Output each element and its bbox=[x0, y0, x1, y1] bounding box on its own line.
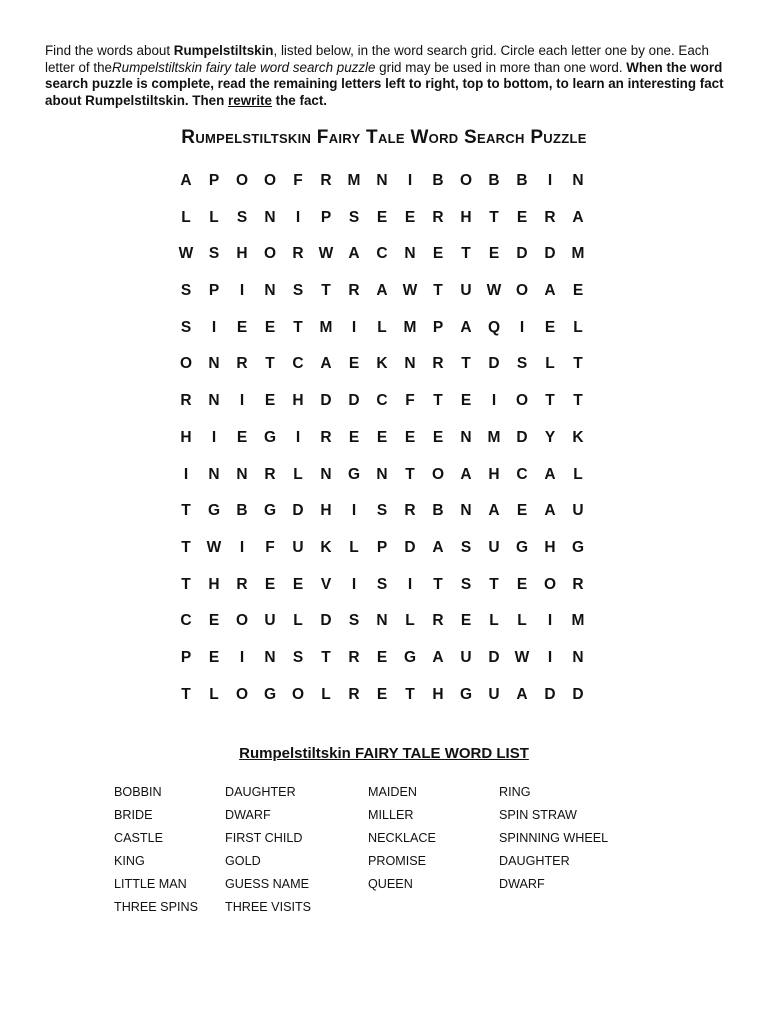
grid-letter[interactable]: M bbox=[347, 172, 361, 189]
grid-letter[interactable]: D bbox=[488, 355, 500, 373]
grid-letter[interactable]: P bbox=[320, 208, 332, 226]
instructions-puzzle-name: Rumpelstiltskin fairy tale word search puzzle bbox=[112, 59, 376, 75]
grid-letter[interactable]: D bbox=[320, 392, 332, 410]
grid-letter[interactable]: L bbox=[489, 612, 499, 630]
grid-letter[interactable]: U bbox=[264, 612, 276, 630]
grid-letter[interactable]: S bbox=[460, 538, 472, 556]
word-list-item: GUESS NAME bbox=[225, 877, 309, 891]
grid-letter[interactable]: P bbox=[376, 538, 388, 556]
grid-letter[interactable]: A bbox=[544, 465, 556, 483]
grid-letter[interactable]: N bbox=[404, 245, 416, 263]
grid-letter[interactable]: N bbox=[376, 172, 388, 189]
grid-letter[interactable]: F bbox=[265, 538, 275, 556]
grid-letter[interactable]: W bbox=[318, 245, 334, 263]
word-list-title: Rumpelstiltskin FAIRY TALE WORD LIST bbox=[239, 745, 529, 762]
grid-letter[interactable]: W bbox=[402, 282, 418, 300]
grid-letter[interactable]: N bbox=[572, 172, 584, 189]
grid-letter[interactable]: T bbox=[433, 575, 443, 593]
grid-letter[interactable]: E bbox=[292, 575, 304, 593]
grid-letter[interactable]: A bbox=[516, 685, 528, 703]
grid-letter[interactable]: B bbox=[488, 172, 500, 189]
grid-letter[interactable]: N bbox=[376, 465, 388, 483]
grid-letter[interactable]: U bbox=[460, 282, 472, 300]
grid-letter[interactable]: E bbox=[264, 392, 276, 410]
word-list-item: DAUGHTER bbox=[499, 854, 570, 868]
instructions-subject: Rumpelstiltskin bbox=[173, 43, 274, 58]
grid-letter[interactable]: I bbox=[407, 172, 413, 189]
grid-letter[interactable]: T bbox=[461, 355, 471, 373]
grid-letter[interactable]: E bbox=[516, 502, 528, 520]
word-list-item: RING bbox=[499, 785, 531, 799]
grid-letter[interactable]: I bbox=[407, 575, 413, 593]
grid-letter[interactable]: C bbox=[516, 465, 528, 483]
grid-letter[interactable]: A bbox=[460, 465, 472, 483]
grid-letter[interactable]: D bbox=[516, 428, 528, 446]
grid-letter[interactable]: D bbox=[544, 245, 556, 263]
word-list-item: GOLD bbox=[225, 854, 261, 868]
grid-letter[interactable]: T bbox=[573, 392, 583, 410]
grid-letter[interactable]: L bbox=[293, 465, 303, 483]
grid-letter[interactable]: R bbox=[180, 392, 192, 410]
grid-letter[interactable]: T bbox=[489, 208, 499, 226]
word-list-item: BRIDE bbox=[114, 808, 153, 822]
grid-letter[interactable]: E bbox=[348, 355, 360, 373]
grid-letter[interactable]: D bbox=[516, 245, 528, 263]
grid-letter[interactable]: G bbox=[571, 538, 585, 556]
grid-letter[interactable]: E bbox=[376, 648, 388, 666]
word-list-item: MILLER bbox=[368, 808, 414, 822]
grid-letter[interactable]: L bbox=[377, 318, 387, 336]
grid-letter[interactable]: H bbox=[544, 538, 556, 556]
grid-letter[interactable]: N bbox=[460, 428, 472, 446]
instructions-text-3: grid may be used in more than one word. bbox=[375, 59, 627, 75]
grid-letter[interactable]: N bbox=[264, 648, 276, 666]
grid-letter[interactable]: T bbox=[573, 355, 583, 373]
grid-letter[interactable]: I bbox=[239, 648, 245, 666]
word-list-item: KING bbox=[114, 854, 145, 868]
instructions bbox=[45, 43, 735, 109]
grid-letter[interactable]: A bbox=[544, 502, 556, 520]
grid-letter[interactable]: C bbox=[180, 612, 192, 630]
grid-letter[interactable]: W bbox=[486, 282, 502, 300]
grid-letter[interactable]: D bbox=[320, 612, 332, 630]
grid-letter[interactable]: P bbox=[432, 318, 444, 336]
grid-letter[interactable]: G bbox=[347, 465, 361, 483]
word-list-column-4 bbox=[499, 783, 608, 898]
grid-letter[interactable]: R bbox=[236, 575, 248, 593]
grid-letter[interactable]: G bbox=[207, 502, 221, 520]
grid-letter[interactable]: S bbox=[516, 355, 528, 373]
grid-letter[interactable]: K bbox=[376, 355, 388, 373]
grid-letter[interactable]: U bbox=[572, 502, 584, 520]
word-list-item: NECKLACE bbox=[368, 831, 436, 845]
grid-letter[interactable]: E bbox=[432, 428, 444, 446]
grid-letter[interactable]: N bbox=[404, 355, 416, 373]
grid-letter[interactable]: Q bbox=[487, 318, 501, 336]
grid-letter[interactable]: H bbox=[180, 428, 192, 446]
puzzle-title: Rumpelstiltskin Fairy Tale Word Search Puzzle bbox=[181, 127, 587, 148]
grid-letter[interactable]: B bbox=[432, 502, 444, 520]
grid-letter[interactable]: S bbox=[180, 282, 192, 300]
grid-letter[interactable]: T bbox=[265, 355, 275, 373]
instructions-bold-text: When the word search puzzle is complete, read the remaining letters left to right, top to bottom, to learn an interesting fact about Rumpelstiltskin. Then bbox=[45, 59, 724, 108]
grid-letter[interactable]: L bbox=[181, 208, 191, 226]
word-list-item: FIRST CHILD bbox=[225, 831, 303, 845]
grid-letter[interactable]: I bbox=[547, 172, 553, 189]
grid-letter[interactable]: D bbox=[488, 648, 500, 666]
grid-letter[interactable]: R bbox=[432, 208, 444, 226]
word-list-item: THREE VISITS bbox=[225, 900, 312, 914]
grid-letter[interactable]: L bbox=[405, 612, 415, 630]
grid-letter[interactable]: S bbox=[376, 502, 388, 520]
grid-letter[interactable]: T bbox=[181, 575, 191, 593]
grid-letter[interactable]: R bbox=[320, 428, 332, 446]
grid-letter[interactable]: R bbox=[236, 355, 248, 373]
grid-letter[interactable]: O bbox=[291, 685, 305, 703]
grid-letter[interactable]: E bbox=[348, 428, 360, 446]
grid-letter[interactable]: T bbox=[461, 245, 471, 263]
instructions-bold-end: the fact. bbox=[271, 92, 328, 108]
grid-letter[interactable]: P bbox=[208, 172, 220, 189]
grid-letter[interactable]: R bbox=[544, 208, 556, 226]
word-list-item: SPIN STRAW bbox=[499, 808, 577, 822]
grid-letter[interactable]: I bbox=[519, 318, 525, 336]
word-list-item: DAUGHTER bbox=[225, 785, 296, 799]
grid-letter[interactable]: L bbox=[209, 685, 219, 703]
grid-letter[interactable]: M bbox=[571, 245, 585, 263]
grid-letter[interactable]: E bbox=[404, 428, 416, 446]
grid-letter[interactable]: I bbox=[295, 428, 301, 446]
grid-letter[interactable]: T bbox=[405, 685, 415, 703]
grid-letter[interactable]: D bbox=[404, 538, 416, 556]
grid-letter[interactable]: R bbox=[292, 245, 304, 263]
word-list-column-2 bbox=[225, 783, 311, 921]
grid-letter[interactable]: I bbox=[491, 392, 497, 410]
grid-letter[interactable]: B bbox=[432, 172, 444, 189]
grid-letter[interactable]: I bbox=[239, 282, 245, 300]
grid-letter[interactable]: B bbox=[236, 502, 248, 520]
grid-letter[interactable]: H bbox=[292, 392, 304, 410]
grid-letter[interactable]: I bbox=[351, 502, 357, 520]
grid-letter[interactable]: T bbox=[433, 392, 443, 410]
grid-letter[interactable]: A bbox=[432, 538, 444, 556]
grid-letter[interactable]: L bbox=[209, 208, 219, 226]
grid-letter[interactable]: T bbox=[433, 282, 443, 300]
grid-letter[interactable]: N bbox=[236, 465, 248, 483]
grid-letter[interactable]: R bbox=[572, 575, 584, 593]
grid-letter[interactable]: W bbox=[206, 538, 222, 556]
grid-letter[interactable]: G bbox=[459, 685, 473, 703]
grid-letter[interactable]: R bbox=[348, 648, 360, 666]
grid-letter[interactable]: D bbox=[348, 392, 360, 410]
grid-letter[interactable]: D bbox=[572, 685, 584, 703]
grid-letter[interactable]: W bbox=[514, 648, 530, 666]
grid-letter[interactable]: M bbox=[403, 318, 417, 336]
grid-letter[interactable]: D bbox=[544, 685, 556, 703]
grid-letter[interactable]: R bbox=[264, 465, 276, 483]
grid-letter[interactable]: R bbox=[348, 685, 360, 703]
grid-letter[interactable]: K bbox=[572, 428, 584, 446]
grid-letter[interactable]: E bbox=[236, 428, 248, 446]
grid-letter[interactable]: V bbox=[320, 575, 332, 593]
grid-letter[interactable]: N bbox=[208, 392, 220, 410]
grid-letter[interactable]: O bbox=[235, 612, 249, 630]
grid-letter[interactable]: U bbox=[488, 538, 500, 556]
grid-letter[interactable]: G bbox=[263, 685, 277, 703]
grid-letter[interactable]: S bbox=[292, 648, 304, 666]
grid-letter[interactable]: I bbox=[211, 428, 217, 446]
grid-letter[interactable]: R bbox=[432, 612, 444, 630]
grid-letter[interactable]: O bbox=[431, 465, 445, 483]
grid-letter[interactable]: G bbox=[263, 502, 277, 520]
grid-letter[interactable]: S bbox=[348, 612, 360, 630]
grid-letter[interactable]: L bbox=[321, 685, 331, 703]
grid-letter[interactable]: S bbox=[292, 282, 304, 300]
grid-letter[interactable]: E bbox=[208, 648, 220, 666]
grid-letter[interactable]: G bbox=[263, 428, 277, 446]
grid-letter[interactable]: E bbox=[460, 392, 472, 410]
grid-letter[interactable]: C bbox=[292, 355, 304, 373]
grid-letter[interactable]: O bbox=[235, 685, 249, 703]
grid-letter[interactable]: R bbox=[320, 172, 332, 189]
grid-letter[interactable]: S bbox=[208, 245, 220, 263]
grid-letter[interactable]: A bbox=[348, 245, 360, 263]
grid-letter[interactable]: O bbox=[515, 282, 529, 300]
grid-letter[interactable]: S bbox=[236, 208, 248, 226]
word-list-item: QUEEN bbox=[368, 877, 413, 891]
grid-letter[interactable]: G bbox=[403, 648, 417, 666]
grid-letter[interactable]: T bbox=[321, 648, 331, 666]
word-list-item: LITTLE MAN bbox=[114, 877, 187, 891]
grid-letter[interactable]: I bbox=[547, 648, 553, 666]
grid-letter[interactable]: A bbox=[572, 208, 584, 226]
grid-letter[interactable]: L bbox=[545, 355, 555, 373]
grid-letter[interactable]: N bbox=[460, 502, 472, 520]
instructions-rewrite: rewrite bbox=[228, 92, 272, 108]
grid-letter[interactable]: O bbox=[515, 392, 529, 410]
grid-letter[interactable]: E bbox=[544, 318, 556, 336]
grid-letter[interactable]: L bbox=[573, 465, 583, 483]
word-list-item: MAIDEN bbox=[368, 785, 417, 799]
grid-letter[interactable]: C bbox=[376, 392, 388, 410]
grid-letter[interactable]: H bbox=[236, 245, 248, 263]
grid-letter[interactable]: E bbox=[264, 575, 276, 593]
grid-letter[interactable]: D bbox=[292, 502, 304, 520]
grid-letter[interactable]: H bbox=[320, 502, 332, 520]
grid-letter[interactable]: S bbox=[460, 575, 472, 593]
word-list-item: CASTLE bbox=[114, 831, 163, 845]
grid-letter[interactable]: E bbox=[236, 318, 248, 336]
grid-letter[interactable]: L bbox=[573, 318, 583, 336]
grid-letter[interactable]: U bbox=[292, 538, 304, 556]
word-search-grid[interactable] bbox=[172, 169, 592, 719]
grid-letter[interactable]: T bbox=[321, 282, 331, 300]
grid-letter[interactable]: K bbox=[320, 538, 332, 556]
grid-letter[interactable]: N bbox=[376, 612, 388, 630]
grid-letter[interactable]: N bbox=[572, 648, 584, 666]
grid-letter[interactable]: A bbox=[460, 318, 472, 336]
grid-letter[interactable]: N bbox=[264, 282, 276, 300]
grid-letter[interactable]: I bbox=[547, 612, 553, 630]
grid-letter[interactable]: E bbox=[376, 208, 388, 226]
grid-letter[interactable]: L bbox=[293, 612, 303, 630]
grid-letter[interactable]: E bbox=[264, 318, 276, 336]
grid-letter[interactable]: A bbox=[544, 282, 556, 300]
grid-letter[interactable]: P bbox=[208, 282, 220, 300]
grid-letter[interactable]: I bbox=[239, 538, 245, 556]
grid-letter[interactable]: N bbox=[320, 465, 332, 483]
grid-letter[interactable]: I bbox=[211, 318, 217, 336]
word-list-column-1 bbox=[114, 783, 198, 921]
grid-letter[interactable]: F bbox=[405, 392, 415, 410]
grid-letter[interactable]: O bbox=[179, 355, 193, 373]
grid-letter[interactable]: I bbox=[183, 465, 189, 483]
grid-letter[interactable]: H bbox=[432, 685, 444, 703]
grid-letter[interactable]: N bbox=[208, 355, 220, 373]
grid-letter[interactable]: T bbox=[181, 685, 191, 703]
grid-letter[interactable]: A bbox=[376, 282, 388, 300]
word-list-item: DWARF bbox=[225, 808, 271, 822]
grid-letter[interactable]: G bbox=[515, 538, 529, 556]
word-list-column-3 bbox=[368, 783, 436, 898]
grid-letter[interactable]: E bbox=[404, 208, 416, 226]
grid-letter[interactable]: R bbox=[348, 282, 360, 300]
grid-letter[interactable]: H bbox=[488, 465, 500, 483]
grid-letter[interactable]: O bbox=[263, 172, 277, 189]
grid-letter[interactable]: M bbox=[487, 428, 501, 446]
grid-letter[interactable]: E bbox=[488, 245, 500, 263]
grid-letter[interactable]: E bbox=[460, 612, 472, 630]
word-list-item: THREE SPINS bbox=[114, 900, 198, 914]
grid-letter[interactable]: H bbox=[460, 208, 472, 226]
grid-letter[interactable]: O bbox=[263, 245, 277, 263]
grid-letter[interactable]: T bbox=[489, 575, 499, 593]
grid-letter[interactable]: O bbox=[459, 172, 473, 189]
word-list-item: DWARF bbox=[499, 877, 545, 891]
grid-letter[interactable]: B bbox=[516, 172, 528, 189]
grid-letter[interactable]: A bbox=[432, 648, 444, 666]
grid-letter[interactable]: E bbox=[516, 208, 528, 226]
instructions-text-1: Find the words about bbox=[45, 43, 174, 58]
grid-letter[interactable]: E bbox=[516, 575, 528, 593]
grid-letter[interactable]: L bbox=[349, 538, 359, 556]
grid-letter[interactable]: O bbox=[235, 172, 249, 189]
grid-letter[interactable]: A bbox=[320, 355, 332, 373]
grid-letter[interactable]: R bbox=[404, 502, 416, 520]
grid-letter[interactable]: C bbox=[376, 245, 388, 263]
grid-letter[interactable]: I bbox=[295, 208, 301, 226]
grid-letter[interactable]: W bbox=[178, 245, 194, 263]
grid-letter[interactable]: E bbox=[572, 282, 584, 300]
word-list-item: BOBBIN bbox=[114, 785, 162, 799]
grid-letter[interactable]: N bbox=[208, 465, 220, 483]
grid-letter[interactable]: U bbox=[488, 685, 500, 703]
grid-letter[interactable]: M bbox=[319, 318, 333, 336]
grid-letter[interactable]: T bbox=[545, 392, 555, 410]
grid-letter[interactable]: S bbox=[180, 318, 192, 336]
instructions-text-2: , listed below, in the word search grid. Circle each letter one by one. Each letter of the bbox=[45, 43, 709, 75]
grid-letter[interactable]: E bbox=[376, 685, 388, 703]
grid-letter[interactable]: I bbox=[351, 318, 357, 336]
word-list-item: PROMISE bbox=[368, 854, 427, 868]
grid-letter[interactable]: M bbox=[571, 612, 585, 630]
grid-letter[interactable]: U bbox=[460, 648, 472, 666]
grid-letter[interactable]: O bbox=[543, 575, 557, 593]
grid-letter[interactable]: N bbox=[264, 208, 276, 226]
grid-letter[interactable]: I bbox=[239, 392, 245, 410]
grid-letter[interactable]: E bbox=[376, 428, 388, 446]
grid-letter[interactable]: Y bbox=[544, 428, 556, 446]
grid-letter[interactable]: S bbox=[348, 208, 360, 226]
grid-letter[interactable]: A bbox=[488, 502, 500, 520]
grid-letter[interactable]: T bbox=[405, 465, 415, 483]
grid-letter[interactable]: R bbox=[432, 355, 444, 373]
grid-letter[interactable]: I bbox=[351, 575, 357, 593]
grid-letter[interactable]: A bbox=[180, 172, 192, 189]
grid-letter[interactable]: F bbox=[293, 172, 303, 189]
grid-letter[interactable]: T bbox=[293, 318, 303, 336]
grid-letter[interactable]: S bbox=[376, 575, 388, 593]
word-list-item: SPINNING WHEEL bbox=[499, 831, 609, 845]
grid-letter[interactable]: L bbox=[517, 612, 527, 630]
grid-letter[interactable]: T bbox=[181, 538, 191, 556]
grid-letter[interactable]: E bbox=[432, 245, 444, 263]
grid-letter[interactable]: E bbox=[208, 612, 220, 630]
grid-letter[interactable]: P bbox=[180, 648, 192, 666]
grid-letter[interactable]: H bbox=[208, 575, 220, 593]
grid-letter[interactable]: T bbox=[181, 502, 191, 520]
